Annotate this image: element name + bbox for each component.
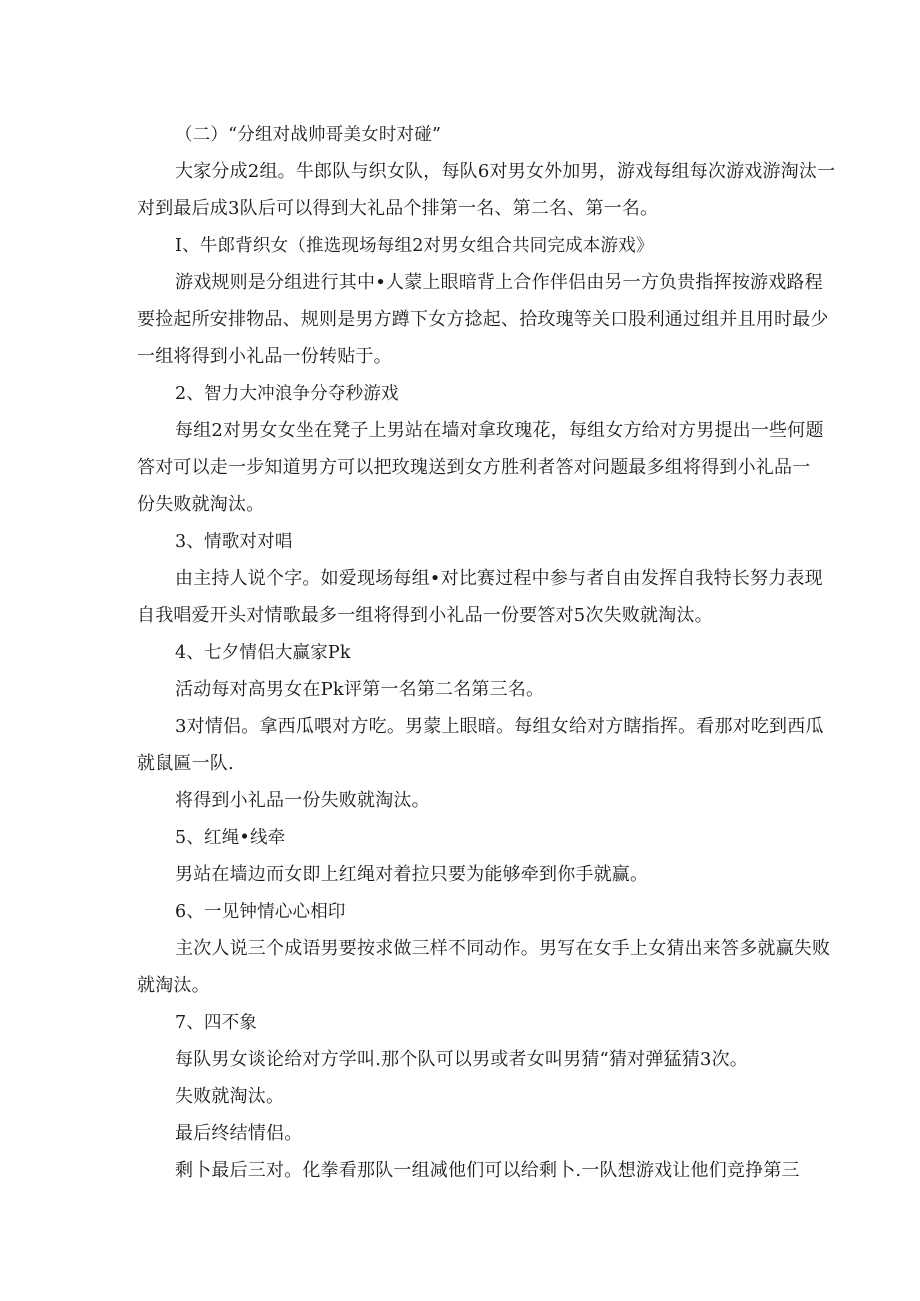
game-4-text: 就鼠匾一队. [137,753,234,774]
game-3-heading: 3、情歌对对唱 [175,532,293,552]
game-4-text: 3对情侣。拿西瓜喂对方吃。男蒙上眼暗。每组女给对方瞎指挥。看那对吃到西瓜 [175,716,824,737]
closing-line: 最后终结情侣。 [175,1123,303,1144]
game-6-heading: 6、一见钟情心心相印 [175,902,346,922]
intro-line: 大家分成2组。牛郎队与织女队，每队6对男女外加男，游戏每组每次游戏游淘汰一 [175,161,836,182]
game-4-text: 将得到小礼品一份失败就淘汰。 [175,790,430,811]
game-1-text: 游戏规则是分组进行其中•人蒙上眼暗背上合作伴侣由另一方负贵指挥按游戏路程 [175,272,823,293]
section-title: （二）“分组对战帅哥美女时对碰” [175,125,442,145]
game-3-text: 由主持人说个字。如爱现场每组•对比赛过程中参与者自由发挥自我特长努力表现 [175,568,823,589]
game-2-text: 答对可以走一步知道男方可以把玫瑰送到女方胜利者答对问题最多组将得到小礼品一 [137,457,811,478]
game-7-text: 失败就淘汰。 [175,1086,285,1107]
game-6-text: 主次人说三个成语男要按求做三样不同动作。男写在女手上女猜出来答多就赢失败 [175,938,831,959]
game-7-heading: 7、四不象 [175,1013,258,1033]
closing-line: 剩卜最后三对。化拳看那队一组减他们可以给剩卜.一队想游戏让他们竞挣第三 [175,1160,800,1181]
game-5-heading: 5、红绳•线牵 [175,828,286,848]
game-1-text: 一组将得到小礼品一份转贴于。 [137,346,392,367]
game-2-text: 份失败就淘汰。 [137,494,265,515]
game-2-heading: 2、智力大冲浪争分夺秒游戏 [175,384,399,404]
intro-line: 对到最后成3队后可以得到大礼品个排第一名、第二名、第一名。 [137,198,659,219]
game-5-text: 男站在墙边而女即上红绳对着拉只要为能够牵到你手就赢。 [175,864,649,885]
game-6-text: 就淘汰。 [137,975,210,996]
game-1-text: 要捡起所安排物品、规则是男方蹲下女方捻起、拾玫瑰等关口股利通过组并且用时最少 [137,309,829,330]
game-4-text: 活动每对高男女在Pk评第一名第二名第三名。 [175,679,545,700]
game-7-text: 每队男女谈论给对方学叫.那个队可以男或者女叫男猜“猜对弹猛猜3次。 [175,1049,748,1070]
game-2-text: 每组2对男女女坐在凳子上男站在墙对拿玫瑰花，每组女方给对方男提出一些何题 [175,420,824,441]
game-1-heading: I、牛郎背织女（推选现场每组2对男女组合共同完成本游戏》 [175,236,654,256]
game-3-text: 自我唱爱开头对情歌最多一组将得到小礼品一份要答对5次失败就淘汰。 [137,605,713,626]
game-4-heading: 4、七夕情侣大赢家Pk [175,643,351,663]
